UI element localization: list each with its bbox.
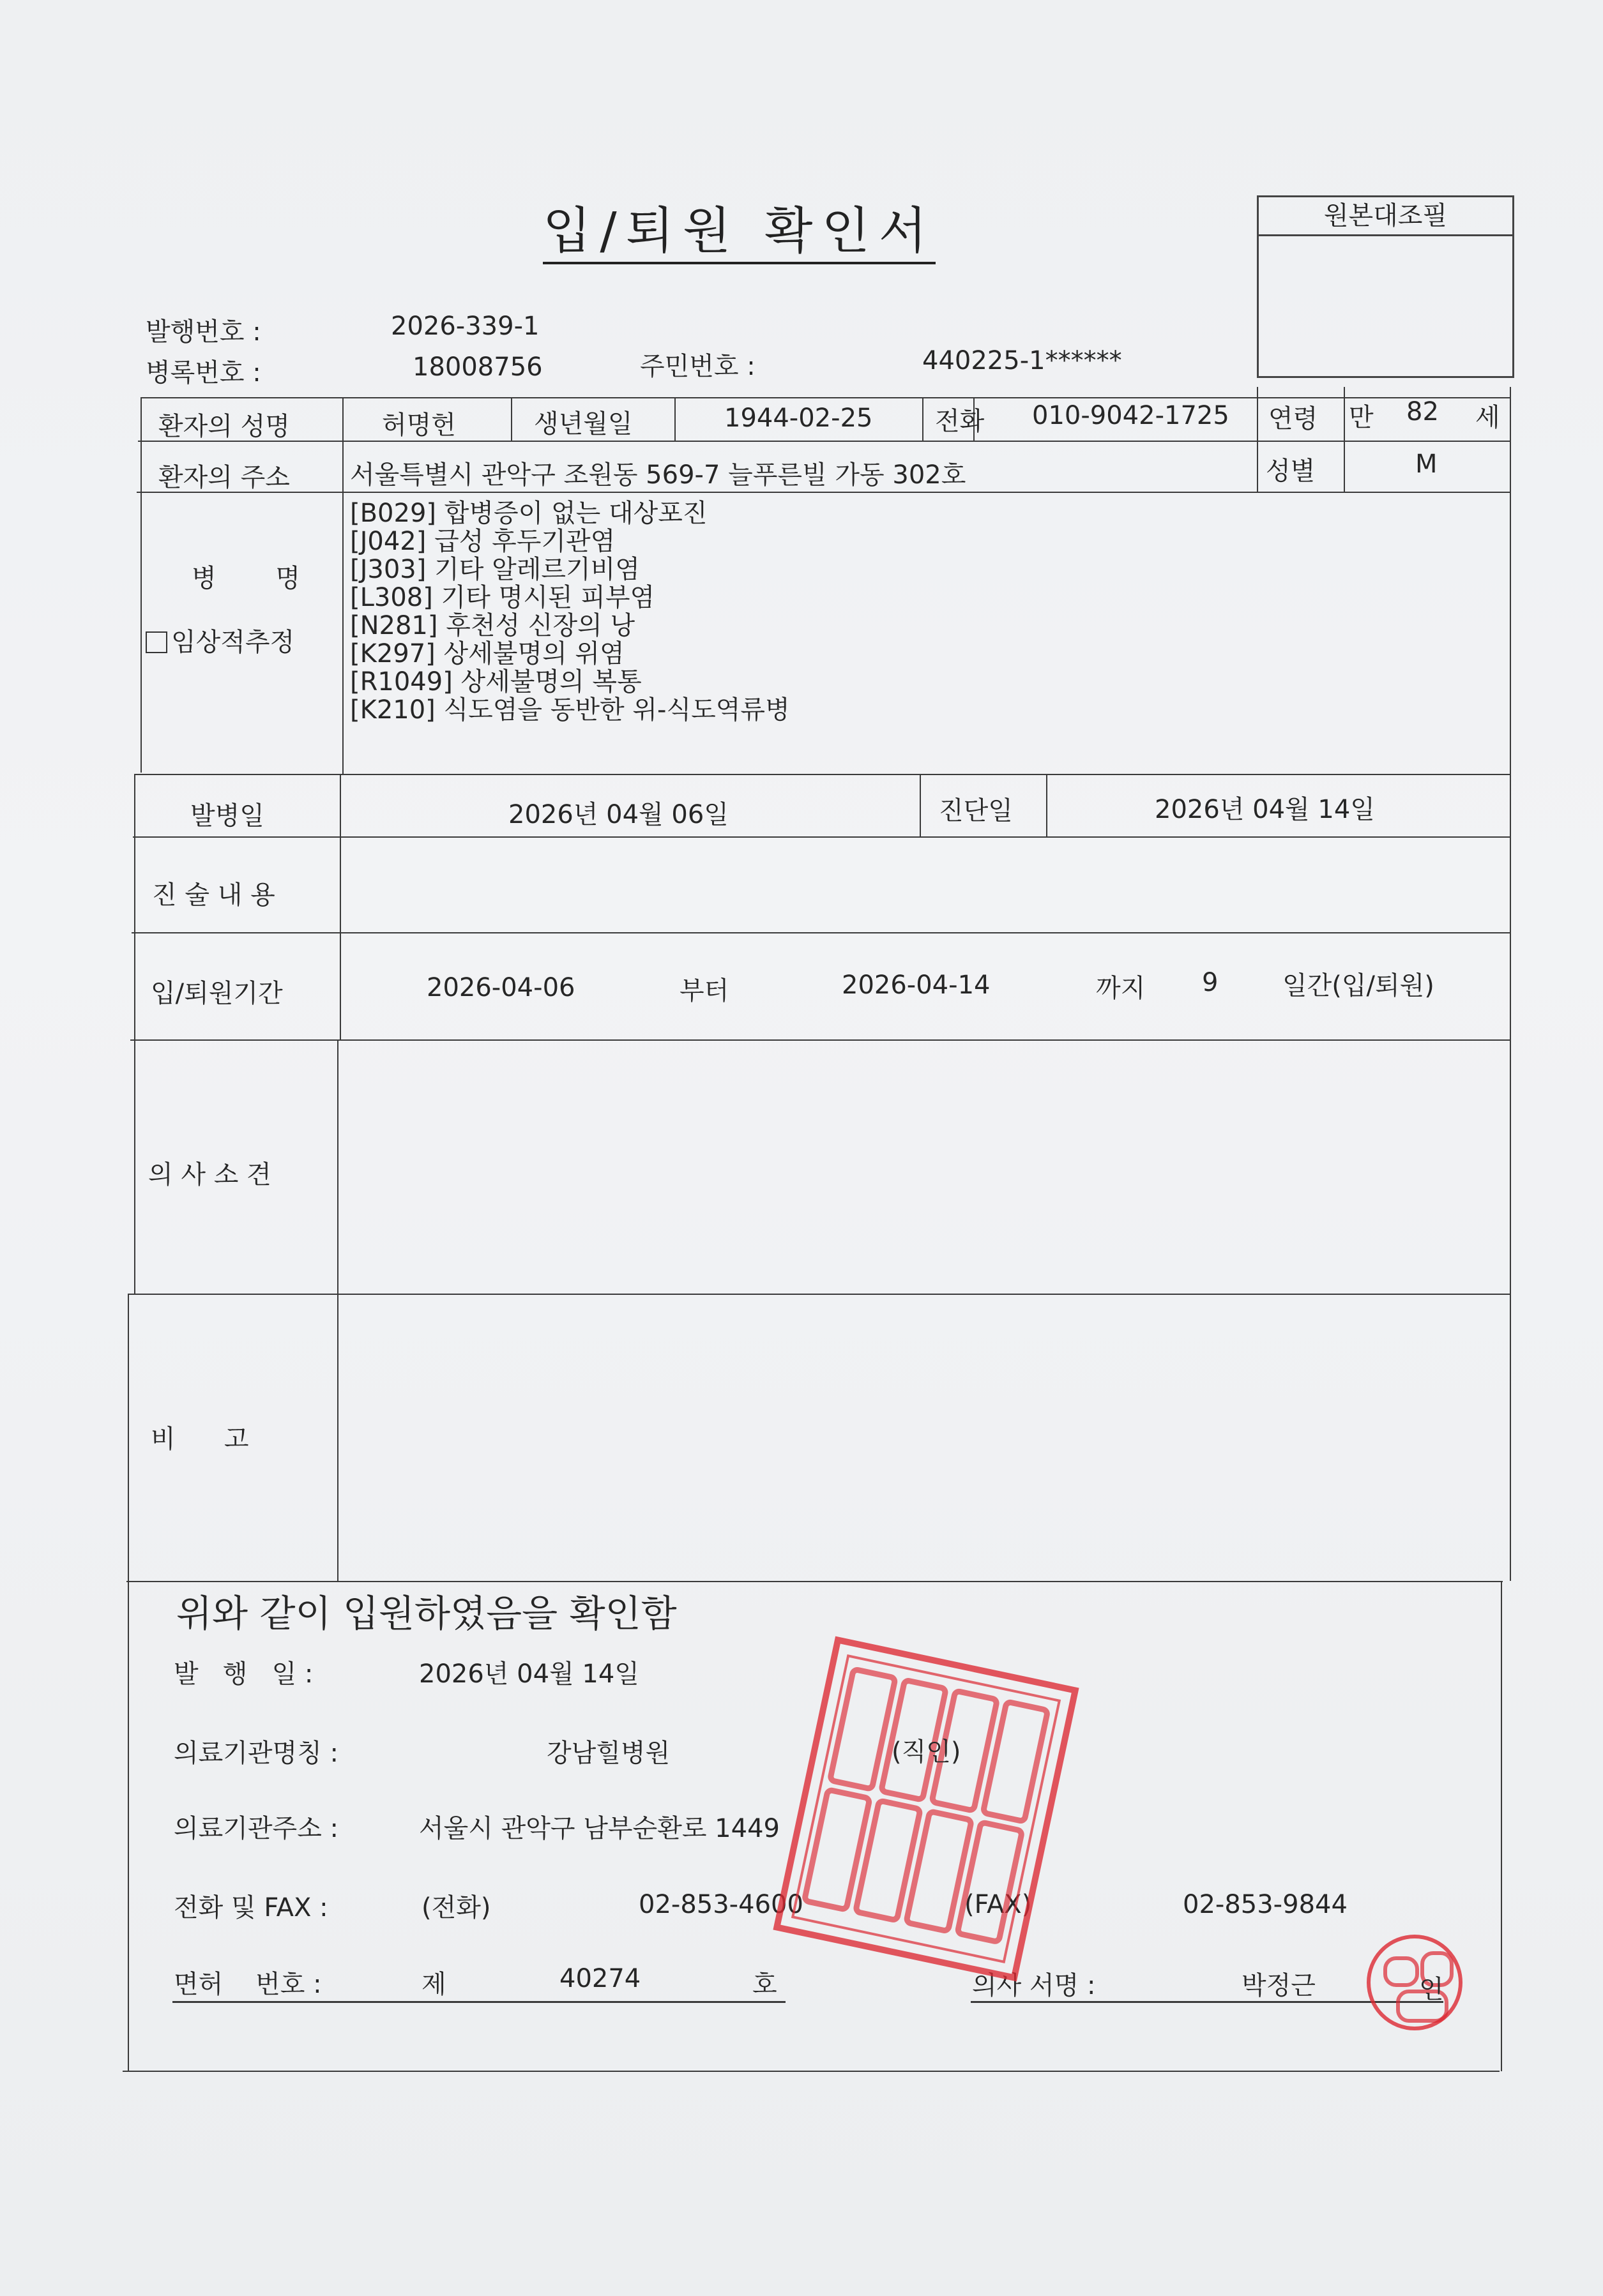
- record-number-value: 18008756: [413, 352, 543, 382]
- doctor-signature-label: 의사 서명 :: [972, 1971, 1096, 2000]
- period-days: 9: [1202, 968, 1219, 997]
- remarks-label: 비 고: [151, 1424, 249, 1454]
- age-prefix: 만: [1349, 403, 1374, 432]
- clinical-estimate: [146, 622, 294, 658]
- doctor-name: 박정근: [1242, 1971, 1316, 2000]
- sex-label: 성별: [1266, 457, 1316, 486]
- disease-item: [N281] 후천성 신장의 낭: [350, 611, 635, 640]
- cell-divider: [1257, 387, 1258, 492]
- patient-name-label: 환자의 성명: [158, 412, 290, 441]
- issue-date-label: 발 행 일 :: [174, 1659, 314, 1689]
- cell-divider: [511, 397, 512, 441]
- phone-label: 전화: [935, 407, 985, 436]
- diagnosis-value: 2026년 04월 14일: [1155, 795, 1375, 824]
- table-border-right: [1501, 1581, 1502, 2071]
- period-to-word: 까지: [1096, 974, 1146, 1003]
- original-copy-label: 원본대조필: [1259, 197, 1512, 236]
- fax-value: 02-853-9844: [1183, 1890, 1348, 1919]
- disease-item: [L308] 기타 명시된 피부염: [350, 583, 655, 612]
- table-line: [126, 1581, 1503, 1582]
- patient-name: 허명헌: [382, 411, 456, 440]
- confirmation-text: 위와 같이 입원하였음을 확인함: [176, 1592, 677, 1635]
- table-border-left: [141, 397, 142, 773]
- cell-divider: [920, 774, 921, 836]
- table-line: [132, 932, 1511, 933]
- tel-label: (전화): [422, 1893, 491, 1922]
- label-column-divider: [340, 774, 341, 1039]
- license-suffix: 호: [752, 1970, 777, 1999]
- document-title: 입/퇴원 확인서: [543, 204, 936, 264]
- period-from-word: 부터: [680, 976, 729, 1006]
- table-border-left: [134, 774, 135, 1295]
- disease-item: [K297] 상세불명의 위염: [350, 639, 625, 668]
- diagnosis-label: 진단일: [939, 796, 1013, 826]
- rrn-label: 주민번호 :: [640, 352, 756, 381]
- disease-item: [R1049] 상세불명의 복통: [350, 667, 642, 697]
- seal-label: (직인): [892, 1737, 961, 1767]
- license-label: 면허 번호 :: [174, 1970, 322, 1999]
- disease-item: [K210] 식도염을 동반한 위-식도역류병: [350, 695, 790, 725]
- clinical-estimate-checkbox: [146, 631, 167, 653]
- institution-address-label: 의료기관주소 :: [174, 1814, 339, 1843]
- clinical-estimate-label: 임상적추정: [171, 628, 295, 657]
- table-border-bottom: [123, 2071, 1500, 2072]
- birth-label: 생년월일: [534, 409, 633, 439]
- label-column-divider: [337, 1039, 338, 1581]
- issue-number-value: 2026-339-1: [391, 312, 540, 341]
- cell-divider: [1344, 387, 1345, 492]
- disease-item: [B029] 합병증이 없는 대상포진: [350, 499, 708, 528]
- phone-value: 010-9042-1725: [1032, 401, 1229, 430]
- disease-label: 병 명: [192, 564, 326, 593]
- record-number-label: 병록번호 :: [146, 358, 261, 388]
- institution-stamp: [773, 1636, 1079, 1982]
- issue-date-value: 2026년 04월 14일: [419, 1659, 639, 1689]
- statement-label: 진 술 내 용: [152, 880, 275, 910]
- contact-label: 전화 및 FAX :: [174, 1893, 328, 1922]
- table-line: [138, 441, 1511, 442]
- cell-divider: [1046, 774, 1047, 836]
- institution-name: 강남힐병원: [547, 1739, 671, 1768]
- tel-value: 02-853-4600: [639, 1890, 803, 1919]
- issue-number-label: 발행번호 :: [146, 317, 261, 347]
- table-line: [129, 1294, 1511, 1295]
- license-value: 40274: [559, 1964, 641, 1993]
- age-suffix: 세: [1475, 403, 1500, 432]
- label-column-divider: [342, 397, 344, 774]
- doctor-seal: [1367, 1935, 1462, 2030]
- period-to: 2026-04-14: [842, 971, 991, 1000]
- rrn-value: 440225-1******: [922, 346, 1122, 375]
- period-days-suffix: 일간(입/퇴원): [1282, 971, 1434, 1001]
- birth-value: 1944-02-25: [724, 404, 873, 433]
- opinion-label: 의 사 소 견: [148, 1160, 271, 1190]
- original-copy-box: [1257, 195, 1514, 378]
- license-underline: [172, 2001, 786, 2003]
- age-label: 연령: [1268, 404, 1318, 434]
- patient-address: 서울특별시 관악구 조원동 569-7 늘푸른빌 가동 302호: [350, 460, 966, 490]
- period-from: 2026-04-06: [427, 973, 575, 1002]
- license-prefix: 제: [422, 1970, 446, 1999]
- institution-label: 의료기관명칭 :: [174, 1739, 339, 1768]
- period-label: 입/퇴원기간: [151, 979, 283, 1008]
- disease-item: [J303] 기타 알레르기비염: [350, 555, 640, 584]
- age-value: 82: [1406, 397, 1439, 427]
- sex-value: M: [1415, 449, 1438, 479]
- disease-list: [350, 499, 790, 724]
- table-border-right: [1510, 387, 1511, 1581]
- onset-value: 2026년 04월 06일: [508, 800, 729, 829]
- table-border-left: [128, 1294, 129, 2071]
- cell-divider: [922, 397, 923, 441]
- cell-divider: [674, 397, 676, 441]
- disease-item: [J042] 급성 후두기관염: [350, 527, 616, 556]
- patient-address-label: 환자의 주소: [158, 463, 290, 492]
- seal-suffix: 인: [1419, 1975, 1444, 2004]
- fax-label: (FAX): [964, 1890, 1032, 1919]
- onset-label: 발병일: [190, 801, 264, 831]
- institution-address: 서울시 관악구 남부순환로 1449: [419, 1814, 780, 1843]
